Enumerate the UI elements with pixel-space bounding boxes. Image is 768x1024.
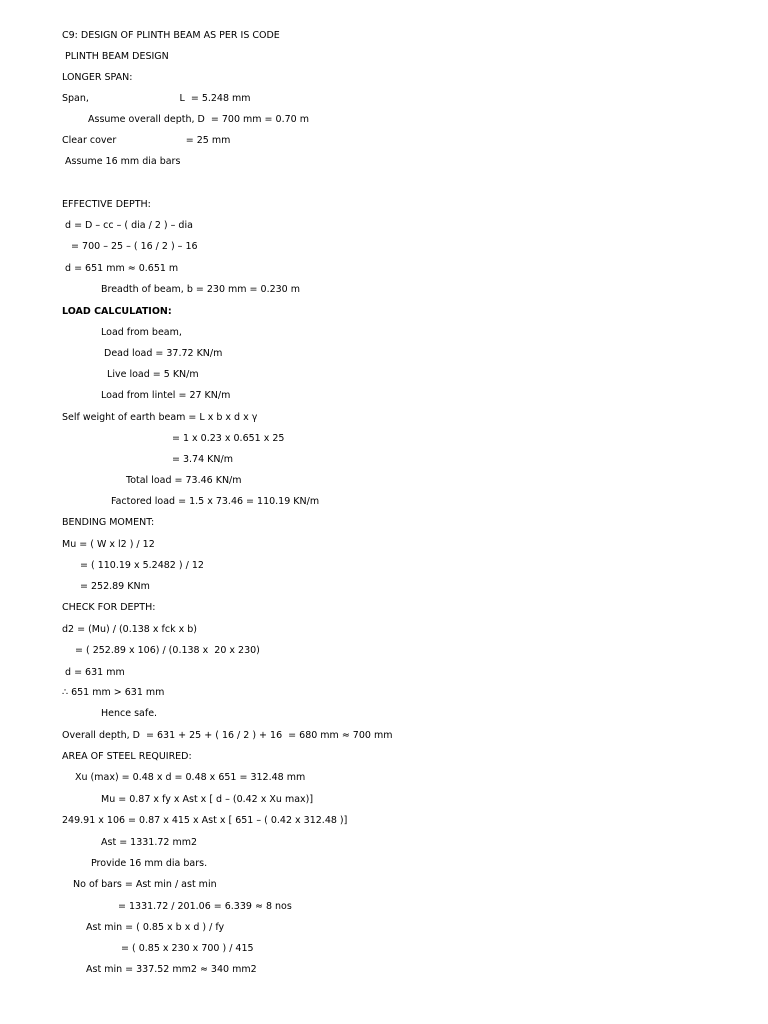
document-line: Load from beam, — [101, 327, 182, 338]
document-line: = 1 x 0.23 x 0.651 x 25 — [172, 433, 285, 444]
document-line: Self weight of earth beam = L x b x d x γ — [62, 412, 258, 423]
document-line: Mu = ( W x l2 ) / 12 — [62, 539, 155, 550]
document-line: Factored load = 1.5 x 73.46 = 110.19 KN/m — [111, 496, 320, 507]
document-line: Assume overall depth, D = 700 mm = 0.70 m — [88, 114, 309, 125]
document-line: Live load = 5 KN/m — [101, 369, 199, 380]
document-line: d2 = (Mu) / (0.138 x fck x b) — [62, 624, 197, 635]
document-line: Ast = 1331.72 mm2 — [101, 837, 198, 848]
document-line: d = 651 mm ≈ 0.651 m — [62, 263, 179, 274]
document-line: LOAD CALCULATION: — [62, 306, 172, 317]
document-line: = 1331.72 / 201.06 = 6.339 ≈ 8 nos — [118, 901, 292, 912]
document-line: d = D – cc – ( dia / 2 ) – dia — [62, 220, 193, 231]
document-line: CHECK FOR DEPTH: — [62, 602, 156, 613]
document-line: Ast min = ( 0.85 x b x d ) / fy — [86, 922, 225, 933]
document-line: = ( 252.89 x 106) / (0.138 x 20 x 230) — [75, 645, 260, 656]
document-line: BENDING MOMENT: — [62, 517, 155, 528]
document-line: C9: DESIGN OF PLINTH BEAM AS PER IS CODE — [62, 30, 280, 41]
document-line: Span, L = 5.248 mm — [62, 93, 251, 104]
document-line: Total load = 73.46 KN/m — [126, 475, 242, 486]
document-line: Breadth of beam, b = 230 mm = 0.230 m — [101, 284, 301, 295]
document-line: 249.91 x 106 = 0.87 x 415 x Ast x [ 651 – ( 0.42 x 312.48 )] — [62, 815, 348, 826]
document-line: PLINTH BEAM DESIGN — [62, 51, 169, 62]
document-line: = 252.89 KNm — [80, 581, 150, 592]
document-line: ∴ 651 mm > 631 mm — [62, 687, 165, 698]
document-line: = 700 – 25 – ( 16 / 2 ) – 16 — [62, 241, 198, 252]
document-line: Provide 16 mm dia bars. — [91, 858, 208, 869]
document-line: = ( 110.19 x 5.2482 ) / 12 — [80, 560, 204, 571]
document-line: LONGER SPAN: — [62, 72, 133, 83]
document-line: d = 631 mm — [62, 667, 125, 678]
document-line: Assume 16 mm dia bars — [62, 156, 181, 167]
document-line: Load from lintel = 27 KN/m — [101, 390, 231, 401]
document-line: Mu = 0.87 x fy x Ast x [ d – (0.42 x Xu max)] — [101, 794, 314, 805]
document-line: Hence safe. — [101, 708, 158, 719]
document-line: AREA OF STEEL REQUIRED: — [62, 751, 192, 762]
document-line: = 3.74 KN/m — [172, 454, 233, 465]
document-line: Dead load = 37.72 KN/m — [101, 348, 223, 359]
document-line: Overall depth, D = 631 + 25 + ( 16 / 2 ) + 16 = 680 mm ≈ 700 mm — [62, 730, 393, 741]
document-line: EFFECTIVE DEPTH: — [62, 199, 151, 210]
document-line: Ast min = 337.52 mm2 ≈ 340 mm2 — [86, 964, 257, 975]
document-line: = ( 0.85 x 230 x 700 ) / 415 — [121, 943, 254, 954]
document-line: No of bars = Ast min / ast min — [73, 879, 217, 890]
document-line: Xu (max) = 0.48 x d = 0.48 x 651 = 312.48 mm — [75, 772, 306, 783]
document-line: Clear cover = 25 mm — [62, 135, 231, 146]
